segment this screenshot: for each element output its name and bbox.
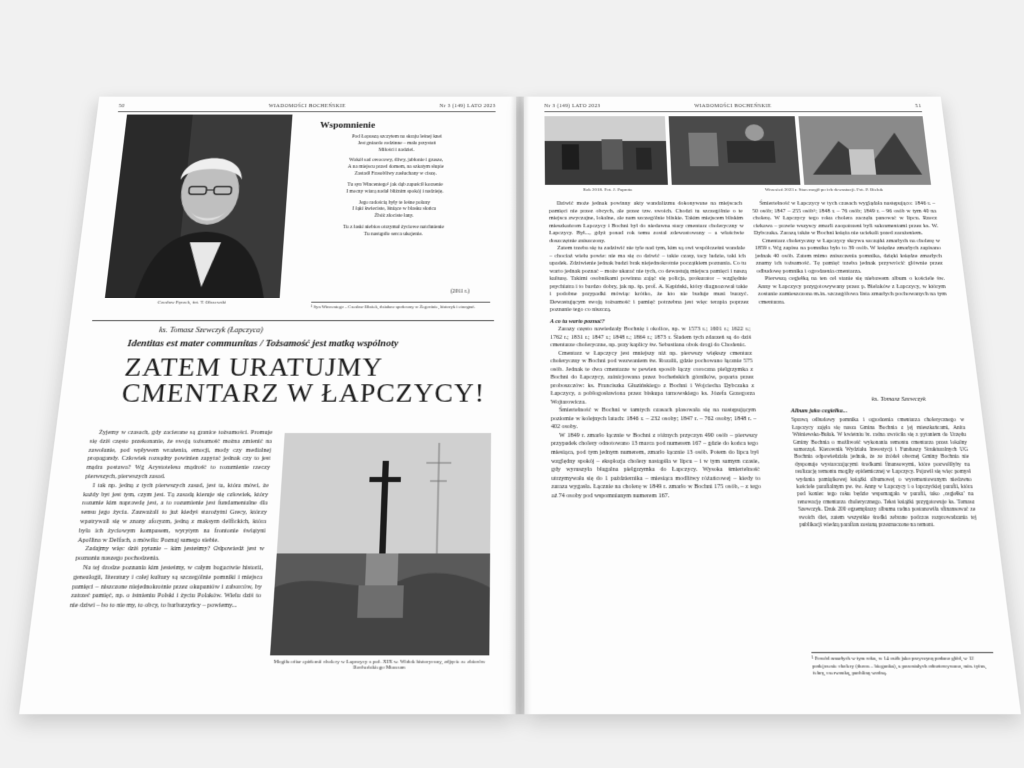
- album-sidebar: [791, 408, 978, 530]
- portrait-photo: [105, 115, 293, 299]
- cemetery-photo-3: [798, 116, 931, 185]
- body-paragraph: Zadajmy więc dziś pytanie – kim jesteśmy? Odpowiedź jest w poznaniu naszego pochodzenia.: [75, 545, 265, 563]
- article-signature: ks. Tomasz Szewczyk: [871, 395, 927, 403]
- cemetery-photo-1: [544, 116, 667, 185]
- cross-grave-illustration: [270, 433, 491, 655]
- cemetery-photo-2-illustration: [669, 116, 801, 185]
- left-page-number: 50: [118, 103, 125, 109]
- body-paragraph: Śmiertelność w Bochni w tamtych czasach plasowała się na następującym poziomie w kolejnych latach: 1846 r. – 232 osoby; 1847 r. – 762 osoby; 1848 r. – 402 osoby.: [550, 407, 757, 431]
- left-body-column: [69, 429, 272, 611]
- body-paragraph: Żyjemy w czasach, gdy zacierane są granice tożsamości. Promuje się dziś często przekonanie, że swoją tożsamość można zmienić na zawołanie, pod wpływem wrażenia, emocji, mody czy medialnej propagandy. Człowiek rozsądny powinien zapytać jednak czy to jest mądra postawa? Wg Arystotelesa mądrość to rozumienie rzeczy pierwszych, pierwszych zasad.: [85, 429, 273, 481]
- poem-stanza: Jego radością były te leśne polany I łąki kwieciste, lśniące w blasku słońca Żbóż złociste łany.: [352, 200, 437, 219]
- poem-title: Wspomnienie: [319, 121, 376, 131]
- cross-grave-photo: [270, 433, 491, 655]
- right-page-number: 51: [915, 103, 922, 109]
- portrait-caption: Czesław Pęczek, fot. T. Olszewski: [157, 300, 227, 306]
- left-page-header: [118, 103, 496, 112]
- left-page-masthead: WIADOMOŚCI BOCHEŃSKIE: [268, 103, 346, 109]
- body-paragraph: Zarazy często nawiedzały Bochnię i okolice, np. w 1573 r.; 1601 r.; 1622 r.; 1762 r.; 1831 r.; 1847 r.; 1848 r.; 1864 r.; 1873 r. Śladem tych zdarzeń są do dziś cmentarze choleryczne, np. przy kaplicy św. Sebastiana obok drogi do Chodenic.: [550, 326, 752, 349]
- poem-date: (2011 r.): [450, 288, 470, 295]
- body-paragraph: Pierwszą cegiełką na ten cel stanie się niebawem album o kościele św. Anny w Łapczycy przygotowywany przez p. Bielaków z Łapczycy, w którym zostanie zamieszczona m.in. szczegółowa lista zmarłych pochowanych na tym cmentarzu.: [757, 276, 947, 306]
- album-title: Album jako cegiełka...: [790, 408, 848, 415]
- headline-line-1: ZATEM URATUJMY: [123, 352, 384, 382]
- left-page: [19, 97, 516, 715]
- portrait-illustration: [105, 115, 293, 299]
- cemetery-photo-1-illustration: [544, 116, 667, 185]
- body-paragraph: Zatem trzeba się tu zadziwić nie tyle nad tym, kim są owi współcześni wandale – chociaż wielu powie: nie ma się co dziwić – takie czasy, tacy ludzie, taki ich upadek. Zdziwienie jednak budzi brak niejednokrotnie początkiem poznania. Co tu warto jednak poznać – może ukarać nie tych, co dewastują miejsca pamięci i naszą kulturę. Takimi osobnikami powinna zająć się policja, prokurator – względnie psychiatra i to bardzo dobry, jak np. śp. prof. A. Kępiński, który diagnozował takie i podobne przypadki mówiąc krótko, że kto nie buduje musi burzyć. Dewastującym swoją tożsamość i pamięć potrzebna jest więc terapia poprzez poznanie tego co niszczą.: [549, 245, 749, 313]
- poem-stanza: Tu syn Wincentego¹ jak dąb zapuścił korzenie I mocny wiarą nadał bliźnim spokój i nadzieję.: [346, 182, 444, 195]
- body-paragraph: Dziwić może jednak powinny akty wandalizmu dokonywane na miejscach pamięci nie przez obcych, ale przez tzw. swoich. Chodzi tu szczególnie o te miejsca zwyczajne, lokalne, ale nam szczególnie bliskie. Takim miejscem bliskim mieszkańcom Łapczycy i Bochni był do niedawna stary cmentarz choleryczny w Łapczycy. Był..., gdyż ponad rok temu został zdewastowany – a właściwie doszczętnie zniszczony.: [549, 201, 745, 244]
- article-motto: Identitas est mater communitas / Tożsamość jest matką wspólnoty: [126, 338, 399, 350]
- right-page: [524, 97, 1021, 715]
- right-column-2: [752, 200, 949, 306]
- right-page-issue: Nr 3 (149) LATO 2023: [544, 103, 601, 109]
- body-paragraph: I tak np. jedną z tych pierwszych zasad, jest ta, która mówi, że każdy byt jest tym, czym jest. Tą zasadą kieruje się człowiek, który rozumie kim naprawdę jest, a to rozumienie jest fundamentalne dla sensu jego życia. Zauważali to już kiedyś starożytni Grecy, którzy wpatrywali się w znany aforyzm, jedną z maksym delfickich, która była ich życiowym kompasem, wyrytym na frontonie świątyni Apollina w Delfach, a mówiła: Poznaj samego siebie.: [77, 481, 269, 544]
- body-paragraph: Cmentarz w Łapczycy jest mniejszy niż np. pierwszy większy cmentarz choleryczny w Bochni pod wezwaniem św. Rozalii, gdzie pochowano łącznie 575 osób. Jednak te dwa cmentarze w pewien sposób łączy coroczna pielgrzymka z Bochni do Łapczycy, zainicjowana przez bocheńskich górników, poparta przez proboszczów: ks. Franciszka Głuzińskiego z Bochni i Wojciecha Dybczaka z Łapczycy, a pobłogosławiona przez biskupa tarnowskiego ks. Józefa Grzegorza Wojtarowicza.: [550, 350, 755, 406]
- poem-stanza: Tu z łaski niebios otrzymał życiowe natchnienie Tu nastąpiło serca ukojenie.: [342, 224, 445, 237]
- cemetery-photo-2: [669, 116, 801, 185]
- section-divider: [92, 320, 494, 321]
- album-text: Sprawą odbudowy pomnika i ogrodzenia cmentarza cholerycznego w Łapczycy zajęła się nasza Gmina Bochnia z jej mieszkańcami, Anita Wiśniewska-Bułak. W kwietniu br. radna zwróciła się z pytaniem do Urzędu Gminy Bochnia o możliwość wykonania remontu cmentarza przez lokalny samorząd. Kierownik Wydziału Inwestycji i Funduszy Strukturalnych UG Bochnia odpowiedziała jednak, że ze źródeł obecnej Gminy Bochnia nie dysponuje wystarczającymi środkami finansowymi, które pozwoliłyby na realizację remontu mogiły epidemicznej w Łapczycy. Pojawił się więc pomysł wydania pamiątkowej książki albumowej o wyremontowanym niedawno kościele parafialnym pw. św. Anny w Łapczycy i o łapczyckiej parafii, która pod koniec tego roku będzie wspomagała w parafii, tako ‚cegiełka’ na renowację cmentarza cholerycznego. Tekst książki przygotowuje ks. Tomasz Szewczyk. Druk 200 egzemplarzy albumu radna postanowiła sfinansować ze swoich diet, zatem wszystkie środki zebrane podczas rozprowadzania tej publikacji wiedzą parafian zostaną przeznaczone na remont.: [791, 417, 977, 529]
- poem-body: [295, 134, 491, 243]
- body-paragraph: Cmentarz choleryczny w Łapczycy skrywa szczątki zmarłych na cholerę w 1859 r. Wg zapisu na pomniku było to 39 osób. W księdze zmarłych zapisano jednak 40 osób. Zatem mimo zniszczenia pomnika, dzięki księdze zmarłych znamy ich tożsamość. Tę pamięć trzeba jednak przywrócić głównie przez odbudowę pomnika i ogrodzenia cmentarza.: [754, 238, 944, 275]
- photo-caption-left: Rok 2018. Fot. J. Paprota: [582, 188, 633, 193]
- poem-stanza: Wokół sad owocowy, śliwy, jabłonie i grusze, A na miejscu przed domem, na szkatym słupie Zastadł Frasobliwy zasłuchany w ciszę.: [347, 158, 444, 177]
- article-headline: [120, 352, 486, 408]
- poem-stanza: Pod Łopuszą szczytem na skraju leśnej knei Jest gniazdo rodzinne – mała przystań Miłości i nadziei.: [351, 134, 442, 153]
- cross-grave-caption: Mogiła ofiar epidemii cholery w Łapczycy z poł. XIX w. Widok historyczny, zdjęcie ze zbiorów Bocheńskiego Muzeum: [273, 659, 486, 672]
- poem-footnote: ¹ Syn Wincentego – Czesław Błażek, działacz społeczny w Żegocinie, historyk i etnograf.: [311, 302, 490, 309]
- headline-line-2: CMENTARZ W ŁAPCZYCY!: [120, 378, 486, 408]
- body-paragraph: W 1849 r. zmarło łącznie w Bochni z różnych przyczyn 490 osób – pierwszy przypadek cholery odnotowano 13 marca pod numerem 167 – gdzie do końca tego miesiąca, pod tym jednym numerem, zmarło łącznie 13 osób. Potem do lipca był względny spokój – eksplozja cholery nastąpiła w lipcu – i w tym samym czasie, gdy wyruszyła błagalna pielgrzymka do Łapczycy. Wysoka śmiertelność utrzymywała się do 1 października – miesiąca modlitwy różańcowej – kiedy to zaraza wygasła. Łącznie na cholerę w 1849 r. zmarło w Bochni 175 osób, – z tego aż 74 osoby pod wspomnianym numerem 167.: [551, 432, 762, 499]
- article-author: ks. Tomasz Szewczyk (Łapczyca): [158, 325, 264, 335]
- photo-caption-right: Wrzesień 2023 r. Stan mogił po ich dewastacji. Fot. P. Bieluk: [764, 188, 884, 193]
- magazine-spread: [18, 97, 1023, 726]
- left-page-issue: Nr 3 (149) LATO 2023: [439, 103, 496, 109]
- body-paragraph: Na tej drodze poznania kim jesteśmy, w całym bogactwie historii, genealogii, literatury i całej kultury są szczególnie pomniki i miejsca pamięci – niszczone niejednokrotnie przez okupantów i zaborców, by zatrzeć pamięć, np. o istnieniu Polski i życiu Polaków. Wielu dziś to nie dziwi – bo to nie my, to obcy, to barbarzyńcy – powiemy...: [69, 563, 264, 610]
- subhead-what-to-know: A co tu warto poznać?: [549, 318, 605, 325]
- cemetery-photo-3-illustration: [798, 116, 931, 185]
- right-page-masthead: WIADOMOŚCI BOCHEŃSKIE: [694, 103, 772, 109]
- body-paragraph: Śmiertelność w Łapczycy w tych czasach wyglądała następująco: 1846 r. – 50 osób; 1847 – 255 osób¹; 1848 r. – 76 osób; 1849 r. – 96 osób w tym 40 na cholerę. W Łapczycy tego roku cholera zaczęła panować w lipcu. Rzecz ciekawa – prawie wszyscy zmarli zaopatrzeni byli sakramentami przez ks. W. Dybczaka. Zarazą także w Bochni księża nie uciekali przed zarażeniem.: [752, 201, 939, 237]
- right-page-footnote: ¹ Powód zmarłych w tym roku, w 14 osób jako przyczynę podano głód, w 12 podejrzenie cholery (duroa – biegunka), a pozostałych odnotowywano, min. tyfus, febrę, czerwonkę, puchlinę wodną.: [811, 652, 996, 679]
- right-column-1: [549, 200, 762, 500]
- right-page-header: [544, 103, 922, 112]
